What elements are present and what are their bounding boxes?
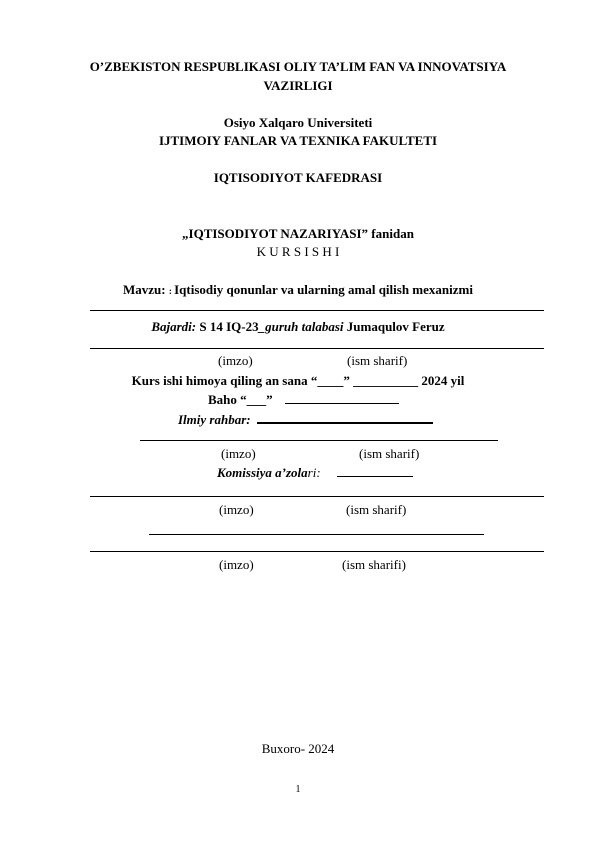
divider-line (149, 534, 484, 535)
signature-caption: (imzo) (218, 353, 253, 368)
topic-label: Mavzu: (123, 282, 169, 297)
student-role: _guruh talabasi (258, 319, 344, 334)
topic-colon: : (168, 286, 175, 296)
signature-caption: (imzo) (219, 502, 254, 517)
signature-caption: (imzo) (221, 446, 256, 461)
department-name: IQTISODIYOT KAFEDRASI (213, 170, 383, 185)
advisor-blank (257, 411, 433, 424)
commission-blank (337, 465, 413, 477)
advisor-label: Ilmiy rahbar: (178, 412, 251, 427)
commission-suffix: ri: (307, 465, 321, 480)
divider-line (90, 496, 544, 497)
ministry-title-line1: O’ZBEKISTON RESPUBLIKASI OLIY TA’LIM FAN VA INNOVATSIYA (89, 59, 507, 74)
work-type: K U R S I S H I (256, 244, 340, 259)
commission-line (217, 465, 413, 481)
faculty-name: IJTIMOIY FANLAR VA TEXNIKA FAKULTETI (158, 133, 438, 148)
defense-permission: Kurs ishi himoya qiling an sana “____” __________ 2024 yil (131, 373, 465, 388)
ministry-title-line2: VAZIRLIGI (263, 78, 333, 93)
student-line (0, 319, 596, 335)
divider-line (90, 348, 544, 349)
divider-line (140, 440, 498, 441)
topic-title: Iqtisodiy qonunlar va ularning amal qilish mexanizmi (174, 282, 473, 297)
divider-line (90, 551, 544, 552)
name-caption: (ism sharif) (359, 446, 420, 461)
grade-label: Baho “___” (208, 392, 273, 407)
divider-line (90, 310, 544, 311)
name-caption: (ism sharifi) (342, 557, 406, 572)
page-number: 1 (295, 784, 301, 795)
signature-caption: (imzo) (219, 557, 254, 572)
student-name: Jumaqulov Feruz (343, 319, 445, 334)
topic-line (0, 282, 596, 299)
subject-title: „IQTISODIYOT NAZARIYASI” fanidan (182, 226, 414, 241)
name-caption: (ism sharif) (346, 502, 407, 517)
university-name: Osiyo Xalqaro Universiteti (223, 115, 373, 130)
student-group: S 14 IQ-23 (196, 319, 259, 334)
student-label: Bajardi: (151, 319, 197, 334)
grade-blank (285, 392, 399, 404)
advisor-line (178, 411, 433, 428)
place-year: Buxoro- 2024 (261, 741, 335, 756)
grade-line (208, 392, 399, 408)
name-caption: (ism sharif) (347, 353, 408, 368)
commission-label: Komissiya a’zola (217, 465, 308, 480)
